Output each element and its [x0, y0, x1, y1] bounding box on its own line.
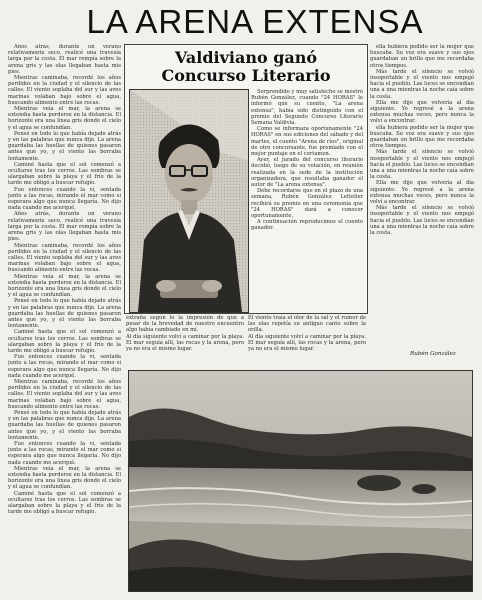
- story-paragraph: Al día siguiente volví a caminar por la playa. El mar seguía allí, las rocas y la arena, pero ya no era el mismo lugar.: [248, 333, 366, 353]
- story-paragraph: Pensé en todo lo que había dejado atrás y en las palabras que nunca dije. La arena guardaba las huellas de quienes pasaron antes que yo, y el viento las borraba lentamente.: [8, 409, 121, 441]
- story-column-bottom-1: [126, 315, 244, 371]
- article-intro: Sorprendido y muy satisfecho se mostró Rubén González, cuando "24 HORAS" le informó que su cuento, "La arena extensa", había sido distinguido con el premio del Segundo Concurso Literario Semana Valdivia.: [251, 89, 363, 127]
- page-title: LA ARENA EXTENSA: [86, 3, 424, 40]
- story-paragraph: Fue entonces cuando la vi, sentada junto a las rocas, mirando el mar como si esperara algo que nunca llegaría. No dijo nada cuando me acerqué.: [8, 441, 121, 466]
- story-paragraph: Fue entonces cuando la vi, sentada junto a las rocas, mirando el mar como si esperara algo que nunca llegaría. No dijo nada cuando me acerqué.: [8, 186, 121, 212]
- portrait-photo: [129, 89, 249, 313]
- portrait-image: [130, 90, 248, 312]
- story-paragraph: Años atrás, durante un verano relativamente seco, realicé una travesía larga por la costa. El mar rompía sobre la arena gris y las olas llegaban hasta mis pies.: [8, 44, 121, 75]
- story-paragraph: Al día siguiente volví a caminar por la playa. El mar seguía allí, las rocas y la arena, pero ya no era el mismo lugar.: [126, 333, 244, 353]
- story-paragraph: Caminé hasta que el sol comenzó a ocultarse tras los cerros. Las sombras se alargaban sobre la playa y el frío de la tarde me obligó a buscar refugio.: [8, 161, 121, 187]
- story-paragraph: Más tarde el silencio se volvió insoportable y el viento nos empujó hacia el pueblo. Las luces se encendían una a una mientras la noche caía sobre la costa.: [370, 205, 474, 237]
- story-paragraph: Mientras veía el mar, la arena se extendía hasta perderse en la distancia. El horizonte era una línea gris donde el cielo y el agua se confundían.: [8, 465, 121, 491]
- story-paragraph: ella hubiera podido ser la mujer que buscaba. Su voz era suave y sus ojos guardaban un brillo que me recordaba otros tiempos.: [370, 44, 474, 69]
- story-paragraph: Pensé en todo lo que había dejado atrás y en las palabras que nunca dije. La arena guardaba las huellas de quienes pasaron antes que yo, y el viento las borraba lentamente.: [8, 130, 121, 162]
- story-paragraph: Más tarde el silencio se volvió insoportable y el viento nos empujó hacia el pueblo. Las luces se encendían una a una mientras la noche caía sobre la costa.: [370, 149, 474, 181]
- story-column-right: [370, 44, 474, 349]
- news-box: [124, 44, 368, 314]
- story-paragraph: Caminé hasta que el sol comenzó a ocultarse tras los cerros. Las sombras se alargaban sobre la playa y el frío de la tarde me obligó a buscar refugio.: [8, 329, 121, 354]
- news-headline: [125, 49, 367, 85]
- story-paragraph: Ella me dijo que volvería al día siguiente. Yo regresé a la arena extensa muchas veces, pero nunca la volví a encontrar.: [370, 180, 474, 206]
- article-paragraph: Como se informara oportunamente "24 HORAS" en sus ediciones del sábado y del martes, el cuento "Arena de ríos", original de otro concursante, fue premiado con el mejor puntaje en el certamen.: [251, 126, 363, 158]
- story-paragraph: El viento traía el olor de la sal y el rumor de las olas repetía su antiguo canto sobre la orilla.: [248, 315, 366, 334]
- story-paragraph: Mientras veía el mar, la arena se extendía hasta perderse en la distancia. El horizonte era una línea gris donde el cielo y el agua se confundían.: [8, 273, 121, 299]
- article-text: [251, 89, 363, 309]
- story-paragraph: Fue entonces cuando la vi, sentada junto a las rocas, mirando el mar como si esperara algo que nunca llegaría. No dijo nada cuando me acerqué.: [8, 354, 121, 379]
- headline-line-2: Concurso Literario: [161, 66, 331, 85]
- story-paragraph: Más tarde el silencio se volvió insoportable y el viento nos empujó hacia el pueblo. Las luces se encendían una a una mientras la noche caía sobre la costa.: [370, 68, 474, 100]
- story-paragraph: Mientras caminaba, recordé los años perdidos en la ciudad y el silencio de las calles. El viento soplaba del sur y las aves marinas volaban bajo sobre el agua, buscando alimento entre las rocas.: [8, 75, 121, 106]
- story-paragraph: Pensé en todo lo que había dejado atrás y en las palabras que nunca dije. La arena guardaba las huellas de quienes pasaron antes que yo, y el viento las borraba lentamente.: [8, 298, 121, 330]
- story-paragraph: extraña según lo la impresión de que a pesar de la brevedad de nuestro encuentro algo había cambiado en mí.: [126, 315, 244, 334]
- story-column-left: [8, 44, 121, 588]
- story-column-bottom-2: [248, 315, 366, 371]
- byline-author: Rubén González: [410, 351, 456, 357]
- landscape-image: [129, 371, 472, 591]
- story-paragraph: Mientras caminaba, recordé los años perdidos en la ciudad y el silencio de las calles. El viento soplaba del sur y las aves marinas volaban bajo sobre el agua, buscando alimento entre las rocas.: [8, 242, 121, 274]
- coastal-landscape-photo: [128, 370, 473, 592]
- story-paragraph: Mientras veía el mar, la arena se extendía hasta perderse en la distancia. El horizonte era una línea gris donde el cielo y el agua se confundían.: [8, 106, 121, 131]
- article-paragraph: Debe recordarse que en el plazo de una semana, Rubén González Lettelier recibirá su premio en una ceremonia que "24 HORAS" dará a conocer oportunamente.: [251, 188, 363, 220]
- article-paragraph: Ayer, el jurado del concurso literario decidió, luego de su votación, en reunión realizada en la sede de la institución organizadora, que resultaba ganador el autor de "La arena extensa".: [251, 157, 363, 189]
- story-paragraph: Caminé hasta que el sol comenzó a ocultarse tras los cerros. Las sombras se alargaban sobre la playa y el frío de la tarde me obligó a buscar refugio.: [8, 490, 121, 516]
- headline-line-1: Valdiviano ganó: [174, 48, 318, 67]
- story-paragraph: Ella me dijo que volvería al día siguiente. Yo regresé a la arena extensa muchas veces, pero nunca la volví a encontrar.: [370, 99, 474, 125]
- story-paragraph: Años atrás, durante un verano relativamente seco, realicé una travesía larga por la costa. El mar rompía sobre la arena gris y las olas llegaban hasta mis pies.: [8, 211, 121, 243]
- story-paragraph: Mientras caminaba, recordé los años perdidos en la ciudad y el silencio de las calles. El viento soplaba del sur y las aves marinas volaban bajo sobre el agua, buscando alimento entre las rocas.: [8, 378, 121, 410]
- article-paragraph: A continuación reproducimos el cuento ganador.: [251, 219, 363, 232]
- story-paragraph: ella hubiera podido ser la mujer que buscaba. Su voz era suave y sus ojos guardaban un brillo que me recordaba otros tiempos.: [370, 124, 474, 150]
